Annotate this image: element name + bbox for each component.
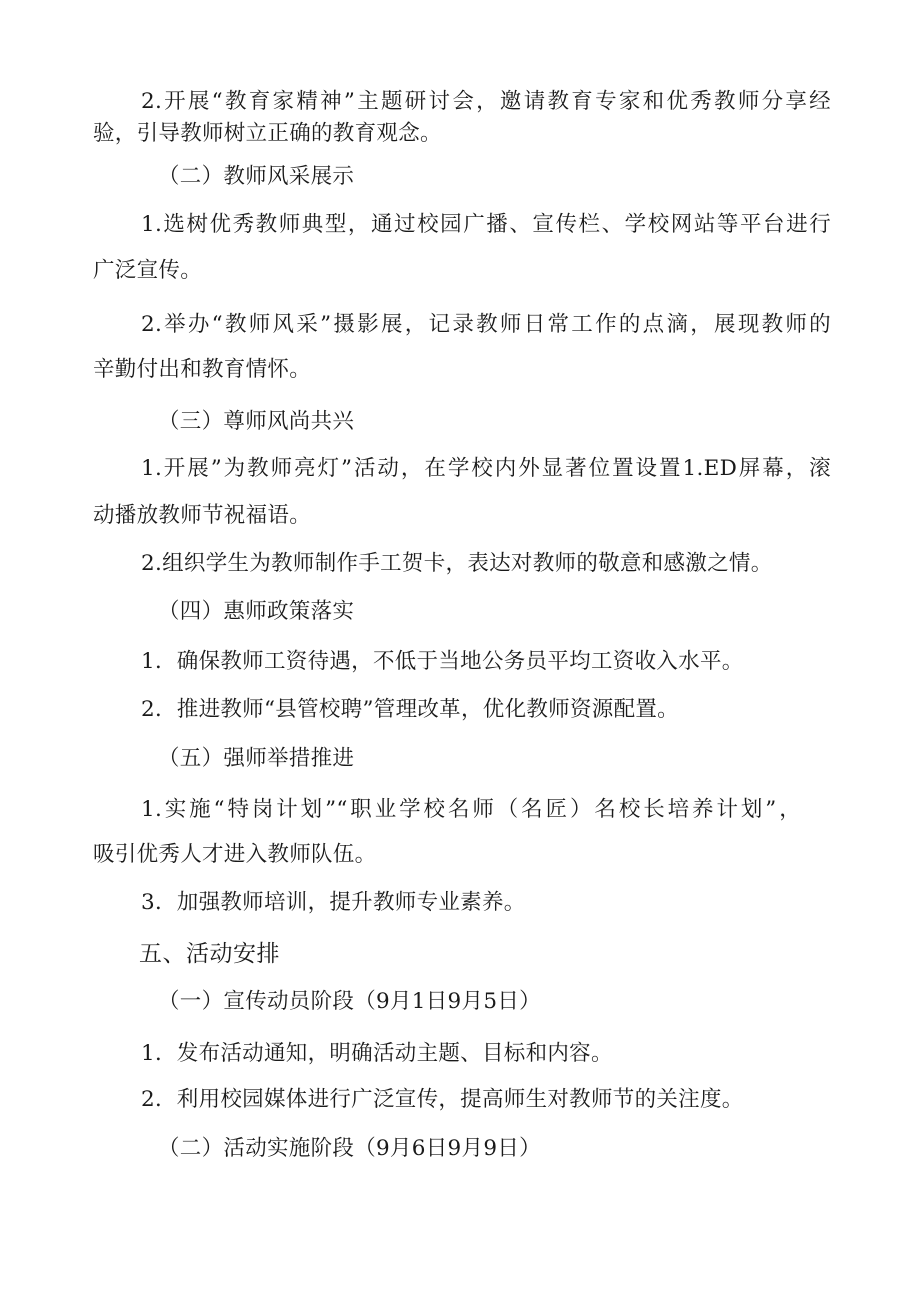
paragraph-line: 1.开展”为教师亮灯”活动，在学校内外显著位置设置1.ED屏幕，滚	[141, 456, 831, 481]
paragraph: 2.组织学生为教师制作手工贺卡，表达对教师的敬意和感激之情。	[141, 551, 773, 576]
paragraph: 1．发布活动通知，明确活动主题、目标和内容。	[141, 1041, 613, 1066]
paragraph-line: 2.举办“教师风采”摄影展，记录教师日常工作的点滴，展现教师的	[141, 312, 831, 337]
subheading: （四）惠师政策落实	[158, 599, 355, 624]
subheading: （五）强师举措推进	[158, 746, 355, 771]
paragraph-line: 2.开展“教育家精神”主题研讨会，邀请教育专家和优秀教师分享经	[141, 89, 831, 114]
paragraph-line: 1.选树优秀教师典型，通过校园广播、宣传栏、学校网站等平台进行	[141, 212, 831, 237]
section-heading: 五、活动安排	[139, 941, 280, 967]
subheading: （二）教师风采展示	[158, 164, 355, 189]
paragraph: 3．加强教师培训，提升教师专业素养。	[141, 890, 526, 915]
paragraph: 1．确保教师工资待遇，不低于当地公务员平均工资收入水平。	[141, 649, 744, 674]
paragraph-line: 验，引导教师树立正确的教育观念。	[93, 121, 442, 146]
paragraph: 2．推进教师“县管校聘”管理改革，优化教师资源配置。	[141, 697, 679, 722]
paragraph-line: 广泛宣传。	[93, 258, 203, 283]
paragraph-line: 动播放教师节祝福语。	[93, 503, 312, 528]
subheading: （二）活动实施阶段（9月6日9月9日）	[158, 1136, 541, 1161]
subheading: （三）尊师风尚共兴	[158, 409, 355, 434]
paragraph: 2．利用校园媒体进行广泛宣传，提高师生对教师节的关注度。	[141, 1087, 744, 1112]
subheading: （一）宣传动员阶段（9月1日9月5日）	[158, 989, 541, 1014]
paragraph-line: 吸引优秀人才进入教师队伍。	[93, 842, 377, 867]
paragraph-line: 1.实施“特岗计划”“职业学校名师（名匠）名校长培养计划”，	[141, 797, 801, 822]
paragraph-line: 辛勤付出和教育情怀。	[93, 357, 312, 382]
